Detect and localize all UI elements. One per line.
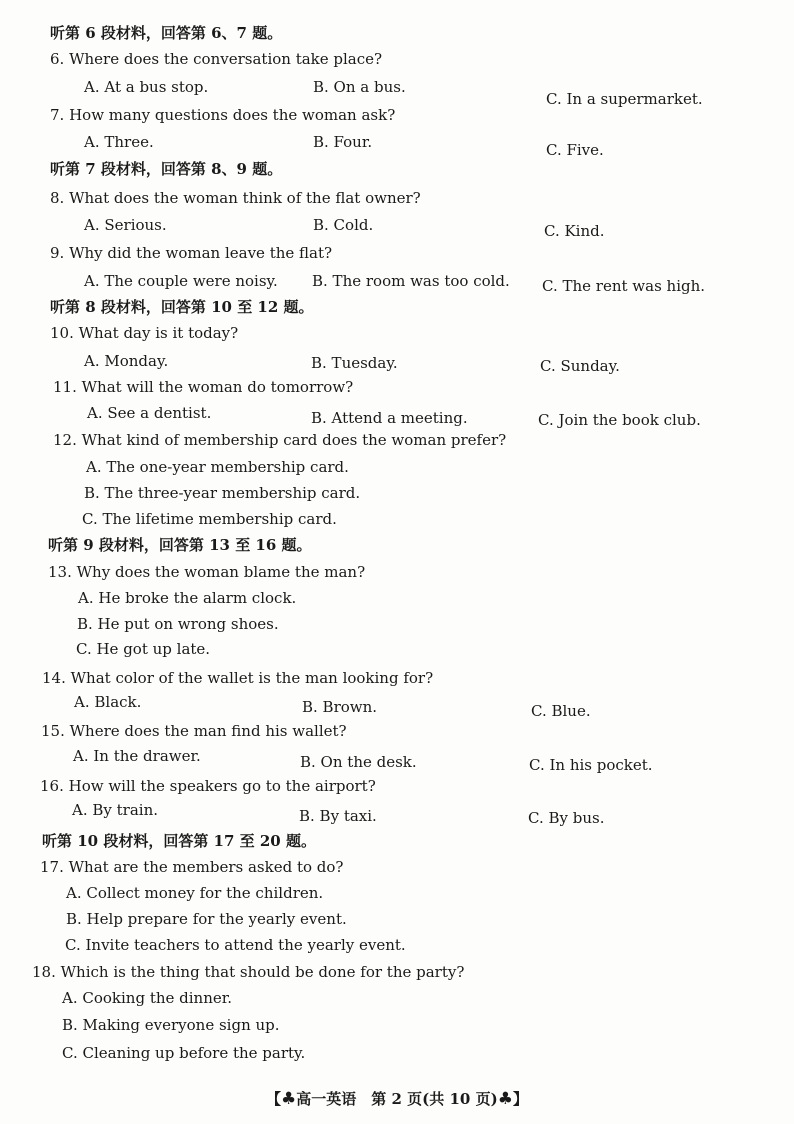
option-a: A. In the drawer. bbox=[73, 747, 201, 765]
option-row bbox=[0, 797, 794, 827]
option-c: C. Join the book club. bbox=[538, 411, 701, 429]
option-c: C. The lifetime membership card. bbox=[82, 510, 337, 528]
option-b: B. On the desk. bbox=[300, 753, 417, 771]
section-heading: 听第 7 段材料，回答第 8、9 题。 bbox=[50, 160, 283, 178]
option-a: A. Collect money for the children. bbox=[66, 884, 324, 902]
option-a: A. By train. bbox=[72, 801, 159, 819]
option-c: C. In his pocket. bbox=[529, 756, 653, 774]
option-row bbox=[0, 400, 794, 429]
question-stem: 13. Why does the woman blame the man? bbox=[48, 563, 366, 581]
option-row bbox=[0, 129, 794, 159]
question-stem: 9. Why did the woman leave the flat? bbox=[50, 244, 333, 262]
question-stem: 11. What will the woman do tomorrow? bbox=[53, 378, 354, 396]
club-icon: ♣ bbox=[281, 1089, 297, 1109]
option-row bbox=[0, 74, 794, 108]
option-c: C. Cleaning up before the party. bbox=[62, 1044, 306, 1062]
option-c: C. By bus. bbox=[528, 809, 605, 827]
option-b: B. By taxi. bbox=[299, 807, 377, 825]
option-b: B. Making everyone sign up. bbox=[62, 1016, 280, 1034]
section-heading: 听第 8 段材料，回答第 10 至 12 题。 bbox=[50, 298, 314, 316]
option-row bbox=[0, 985, 794, 1011]
option-row bbox=[0, 268, 794, 294]
option-b: B. The room was too cold. bbox=[312, 272, 510, 290]
option-a: A. The one-year membership card. bbox=[86, 458, 349, 476]
option-row bbox=[0, 636, 794, 662]
question-stem: 7. How many questions does the woman ask? bbox=[50, 106, 396, 124]
option-b: B. Help prepare for the yearly event. bbox=[66, 910, 347, 928]
question-stem: 17. What are the members asked to do? bbox=[40, 858, 344, 876]
option-row bbox=[0, 585, 794, 611]
option-row bbox=[0, 506, 794, 532]
option-c: C. Invite teachers to attend the yearly event. bbox=[65, 936, 406, 954]
option-c: C. He got up late. bbox=[76, 640, 211, 658]
option-b: B. On a bus. bbox=[313, 78, 406, 96]
option-c: C. Sunday. bbox=[540, 357, 620, 375]
option-b: B. He put on wrong shoes. bbox=[77, 615, 279, 633]
question-stem: 6. Where does the conversation take place? bbox=[50, 50, 383, 68]
option-row bbox=[0, 212, 794, 238]
option-a: A. Serious. bbox=[84, 216, 167, 234]
option-a: A. The couple were noisy. bbox=[84, 272, 278, 290]
option-b: B. Attend a meeting. bbox=[311, 409, 468, 427]
question-stem: 12. What kind of membership card does the woman prefer? bbox=[53, 431, 507, 449]
section-heading: 听第 10 段材料，回答第 17 至 20 题。 bbox=[42, 832, 316, 850]
option-row bbox=[0, 1012, 794, 1038]
option-b: B. The three-year membership card. bbox=[84, 484, 361, 502]
question-stem: 15. Where does the man find his wallet? bbox=[41, 722, 347, 740]
question-stem: 18. Which is the thing that should be done for the party? bbox=[32, 963, 465, 981]
option-b: B. Four. bbox=[313, 133, 373, 151]
option-a: A. He broke the alarm clock. bbox=[78, 589, 297, 607]
option-row bbox=[0, 454, 794, 480]
option-b: B. Brown. bbox=[302, 698, 378, 716]
option-b: B. Tuesday. bbox=[311, 354, 398, 372]
question-stem: 16. How will the speakers go to the airport? bbox=[40, 777, 376, 795]
page-footer bbox=[0, 1087, 794, 1111]
section-heading: 听第 6 段材料，回答第 6、7 题。 bbox=[50, 24, 283, 42]
option-row bbox=[0, 906, 794, 932]
option-c: C. Five. bbox=[546, 141, 604, 159]
option-a: A. Monday. bbox=[84, 352, 169, 370]
option-a: A. At a bus stop. bbox=[84, 78, 209, 96]
option-a: A. See a dentist. bbox=[87, 404, 212, 422]
option-c: C. Blue. bbox=[531, 702, 591, 720]
option-row bbox=[0, 689, 794, 720]
option-a: A. Black. bbox=[74, 693, 142, 711]
option-row bbox=[0, 1040, 794, 1066]
option-a: A. Cooking the dinner. bbox=[62, 989, 233, 1007]
option-c: C. Kind. bbox=[544, 222, 605, 240]
question-stem: 10. What day is it today? bbox=[50, 324, 239, 342]
option-a: A. Three. bbox=[84, 133, 154, 151]
option-row bbox=[0, 743, 794, 774]
question-stem: 14. What color of the wallet is the man looking for? bbox=[42, 669, 434, 687]
option-c: C. The rent was high. bbox=[542, 277, 706, 295]
question-stem: 8. What does the woman think of the flat owner? bbox=[50, 189, 421, 207]
option-c: C. In a supermarket. bbox=[546, 90, 703, 108]
footer-bracket-close: 】 bbox=[512, 1090, 528, 1108]
footer-text: 高一英语 第 2 页(共 10 页) bbox=[296, 1090, 498, 1108]
club-icon: ♣ bbox=[497, 1089, 513, 1109]
option-row bbox=[0, 480, 794, 506]
section-heading: 听第 9 段材料，回答第 13 至 16 题。 bbox=[48, 536, 312, 554]
option-row bbox=[0, 348, 794, 374]
option-row bbox=[0, 932, 794, 958]
option-row bbox=[0, 611, 794, 637]
option-row bbox=[0, 880, 794, 906]
option-b: B. Cold. bbox=[313, 216, 374, 234]
footer-bracket-open: 【 bbox=[266, 1090, 282, 1108]
